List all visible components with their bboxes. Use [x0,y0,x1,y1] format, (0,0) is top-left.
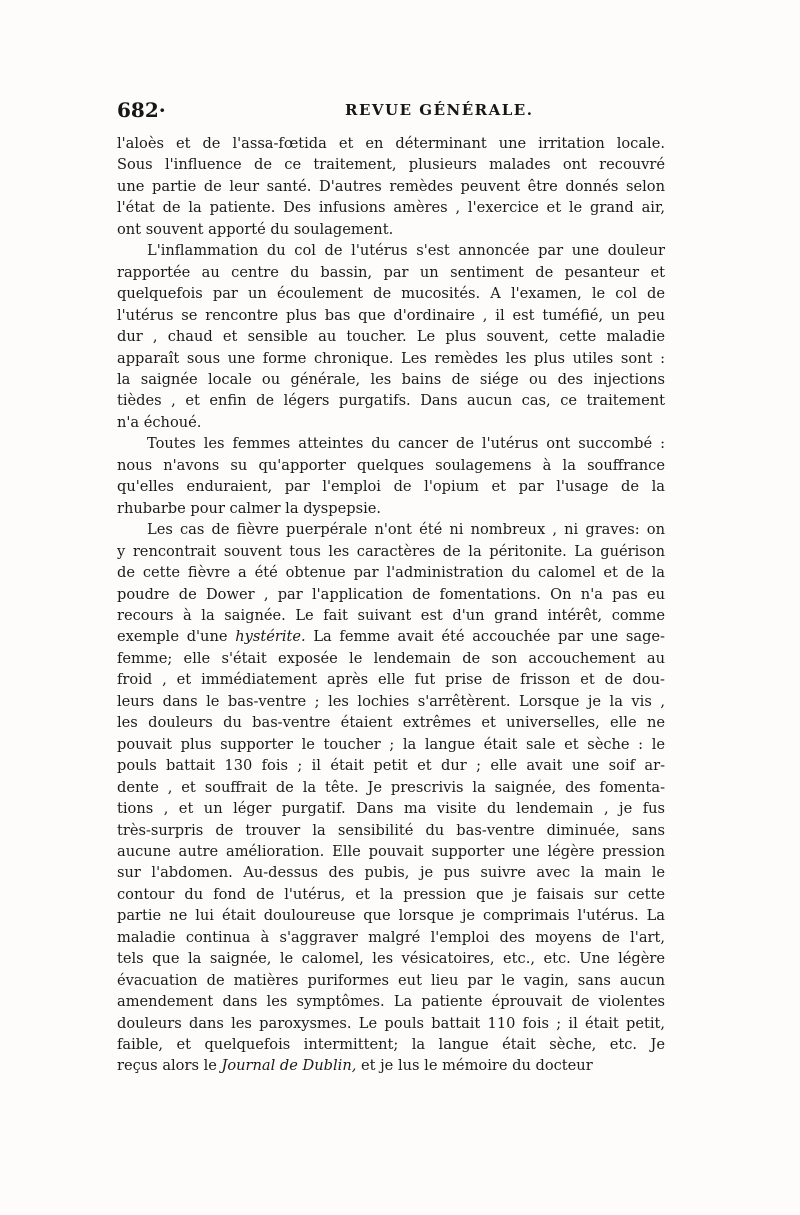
text-line: rhubarbe pour calmer la dyspepsie. [117,499,382,517]
text-line: très-surpris de trouver la sensibilité du bas-ventre diminuée, sans [117,821,665,839]
text-line: les douleurs du bas-ventre étaient extrêmes et universelles, elle ne [117,714,665,732]
text-line: dur , chaud et sensible au toucher. Le plus souvent, cette maladie [117,328,665,346]
text-line: leurs dans le bas-ventre ; les lochies s'arrêtèrent. Lorsque je la vis , [117,692,665,710]
text-line: exemple d'une hystérite. La femme avait été accouchée par une sage- [117,628,665,646]
text-line: dente , et souffrait de la tête. Je prescrivis la saignée, des fomenta- [117,778,665,796]
italic-text: Journal de Dublin, [221,1057,357,1075]
text-line: évacuation de matières puriformes eut lieu par le vagin, sans aucun [117,971,665,989]
text-line: l'état de la patiente. Des infusions amères , l'exercice et le grand air, [117,199,665,217]
text-line: maladie continua à s'aggraver malgré l'emploi des moyens de l'art, [117,928,665,946]
text-line: n'a échoué. [117,413,202,431]
text-line: partie ne lui était douloureuse que lorsque je comprimais l'utérus. La [117,907,665,925]
text-line: douleurs dans les paroxysmes. Le pouls battait 110 fois ; il était petit, [117,1014,665,1032]
italic-text: hystérite. [235,628,306,646]
text-line: y rencontrait souvent tous les caractères de la péritonite. La guérison [117,542,665,560]
text-line: femme; elle s'était exposée le lendemain de son accouchement au [117,649,665,667]
text-line: reçus alors le Journal de Dublin, et je lus le mémoire du docteur [117,1057,593,1075]
text-line: ont souvent apporté du soulagement. [117,220,394,238]
text-line: froid , et immédiatement après elle fut prise de frisson et de dou- [117,671,665,689]
paragraph [117,133,665,240]
text-line: tions , et un léger purgatif. Dans ma visite du lendemain , je fus [117,800,665,818]
text-line: apparaît sous une forme chronique. Les remèdes les plus utiles sont : [117,349,665,367]
text-line: L'inflammation du col de l'utérus s'est annoncée par une douleur [147,242,665,260]
text-line: aucune autre amélioration. Elle pouvait supporter une légère pression [117,842,665,860]
text-line: faible, et quelquefois intermittent; la langue était sèche, etc. Je [117,1036,665,1054]
text-line: rapportée au centre du bassin, par un sentiment de pesanteur et [117,263,665,281]
text-line: pouls battait 130 fois ; il était petit et dur ; elle avait une soif ar- [117,757,665,775]
page-number: 682· [117,98,166,122]
text-line: tels que la saignée, le calomel, les vésicatoires, etc., etc. Une légère [117,950,665,968]
text-line: la saignée locale ou générale, les bains de siége ou des injections [117,370,665,388]
body-text [117,133,665,1077]
text-line: sur l'abdomen. Au-dessus des pubis, je pus suivre avec la main le [117,864,665,882]
paragraph [117,433,665,519]
text-line: de cette fièvre a été obtenue par l'administration du calomel et de la [117,564,665,582]
page-header [117,98,665,124]
text-line: nous n'avons su qu'apporter quelques soulagemens à la souffrance [117,456,665,474]
text-line: l'utérus se rencontre plus bas que d'ordinaire , il est tuméfié, un peu [117,306,665,324]
text-line: qu'elles enduraient, par l'emploi de l'opium et par l'usage de la [117,478,665,496]
text-line: recours à la saignée. Le fait suivant est d'un grand intérêt, comme [117,606,665,624]
text-line: une partie de leur santé. D'autres remèdes peuvent être donnés selon [117,177,665,195]
running-title: REVUE GÉNÉRALE. [345,101,534,119]
text-line: l'aloès et de l'assa-fœtida et en déterminant une irritation locale. [117,135,665,152]
paragraph [117,519,665,1077]
text-line: pouvait plus supporter le toucher ; la langue était sale et sèche : le [117,735,665,753]
paragraph [117,240,665,433]
text-line: Les cas de fièvre puerpérale n'ont été ni nombreux , ni graves: on [147,521,665,539]
text-line: amendement dans les symptômes. La patiente éprouvait de violentes [117,993,665,1011]
text-line: Sous l'influence de ce traitement, plusieurs malades ont recouvré [117,156,665,174]
text-line: contour du fond de l'utérus, et la pression que je faisais sur cette [117,885,665,903]
text-line: Toutes les femmes atteintes du cancer de l'utérus ont succombé : [147,435,665,453]
text-line: poudre de Dower , par l'application de fomentations. On n'a pas eu [117,585,665,603]
text-line: quelquefois par un écoulement de mucosités. A l'examen, le col de [117,285,665,303]
text-line: tièdes , et enfin de légers purgatifs. Dans aucun cas, ce traitement [117,392,665,410]
